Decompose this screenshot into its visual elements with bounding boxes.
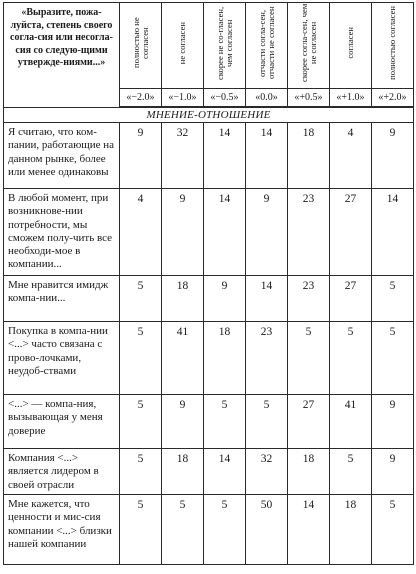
scale-code: «0.0» <box>246 89 288 108</box>
value-cell: 5 <box>246 395 288 449</box>
scale-header <box>288 3 330 89</box>
scale-header <box>204 3 246 89</box>
statement-cell: В любой момент, при возникнове-нии потребности, мы сможем полу-чить все необходи-мое в компании... <box>4 189 120 276</box>
value-cell: 5 <box>204 395 246 449</box>
value-cell: 18 <box>162 449 204 495</box>
value-cell: 9 <box>246 189 288 276</box>
value-cell: 23 <box>246 322 288 395</box>
value-cell: 9 <box>204 276 246 322</box>
scale-label: согласен <box>345 27 355 59</box>
question-header: «Выразите, пожа-луйста, степень своего согла-сия или несогла-сия со следую-щими утвержде-ниями...» <box>4 3 120 108</box>
scale-code: «−2.0» <box>120 89 162 108</box>
value-cell: 18 <box>330 495 372 565</box>
value-cell: 4 <box>330 123 372 189</box>
value-cell: 27 <box>330 276 372 322</box>
scale-header <box>120 3 162 89</box>
statement-cell: Покупка в компа-нии <...> часто связана с прово-лочками, неудоб-ствами <box>4 322 120 395</box>
survey-table-page <box>3 2 414 565</box>
section-title: МНЕНИЕ-ОТНОШЕНИЕ <box>4 107 414 123</box>
value-cell: 5 <box>162 495 204 565</box>
value-cell: 14 <box>288 495 330 565</box>
value-cell: 9 <box>372 449 414 495</box>
value-cell: 32 <box>162 123 204 189</box>
table-row <box>4 189 414 276</box>
value-cell: 32 <box>246 449 288 495</box>
table-row <box>4 449 414 495</box>
statement-cell: Компания <...> является лидером в своей отрасли <box>4 449 120 495</box>
value-cell: 41 <box>330 395 372 449</box>
value-cell: 9 <box>372 123 414 189</box>
value-cell: 23 <box>288 189 330 276</box>
table-row <box>4 123 414 189</box>
scale-code: «−0.5» <box>204 89 246 108</box>
value-cell: 5 <box>120 449 162 495</box>
table-row <box>4 395 414 449</box>
survey-table <box>3 2 414 565</box>
value-cell: 41 <box>162 322 204 395</box>
scale-label: отчасти согла-сен, отчасти не согласен <box>256 6 276 80</box>
value-cell: 5 <box>330 449 372 495</box>
statement-cell: <...> — компа-ния, вызывающая у меня доверие <box>4 395 120 449</box>
header-row <box>4 3 414 89</box>
scale-code: «+2.0» <box>372 89 414 108</box>
value-cell: 14 <box>204 449 246 495</box>
value-cell: 5 <box>372 495 414 565</box>
value-cell: 14 <box>246 123 288 189</box>
section-row <box>4 107 414 123</box>
value-cell: 9 <box>162 395 204 449</box>
value-cell: 5 <box>120 276 162 322</box>
value-cell: 14 <box>204 123 246 189</box>
scale-header <box>246 3 288 89</box>
scale-header <box>372 3 414 89</box>
value-cell: 5 <box>120 395 162 449</box>
value-cell: 5 <box>288 322 330 395</box>
value-cell: 9 <box>372 395 414 449</box>
value-cell: 23 <box>288 276 330 322</box>
value-cell: 18 <box>162 276 204 322</box>
value-cell: 9 <box>162 189 204 276</box>
scale-header <box>330 3 372 89</box>
value-cell: 5 <box>372 322 414 395</box>
value-cell: 14 <box>204 189 246 276</box>
scale-code: «+1.0» <box>330 89 372 108</box>
value-cell: 14 <box>246 276 288 322</box>
value-cell: 27 <box>330 189 372 276</box>
statement-cell: Мне нравится имидж компа-нии... <box>4 276 120 322</box>
value-cell: 18 <box>288 123 330 189</box>
value-cell: 27 <box>288 395 330 449</box>
value-cell: 4 <box>120 189 162 276</box>
value-cell: 5 <box>204 495 246 565</box>
scale-header <box>162 3 204 89</box>
value-cell: 5 <box>330 322 372 395</box>
value-cell: 50 <box>246 495 288 565</box>
value-cell: 9 <box>120 123 162 189</box>
scale-label: скорее не со-гласен, чем согласен <box>214 6 234 80</box>
scale-label: не согласен <box>177 21 187 65</box>
value-cell: 18 <box>288 449 330 495</box>
statement-cell: Мне кажется, что ценности и мис-сия компании <...> близки нашей компании <box>4 495 120 565</box>
table-row <box>4 276 414 322</box>
scale-label: полностью согласен <box>387 6 397 80</box>
value-cell: 5 <box>120 322 162 395</box>
value-cell: 5 <box>372 276 414 322</box>
scale-label: скорее согла-сен, чем не согласен <box>298 3 318 83</box>
scale-code: «−1.0» <box>162 89 204 108</box>
scale-code: «+0.5» <box>288 89 330 108</box>
value-cell: 18 <box>204 322 246 395</box>
table-row <box>4 495 414 565</box>
value-cell: 14 <box>372 189 414 276</box>
scale-label: полностью не согласен <box>130 17 150 69</box>
statement-cell: Я считаю, что ком-пании, работающие на данном рынке, более или менее одинаковы <box>4 123 120 189</box>
value-cell: 5 <box>120 495 162 565</box>
table-row <box>4 322 414 395</box>
